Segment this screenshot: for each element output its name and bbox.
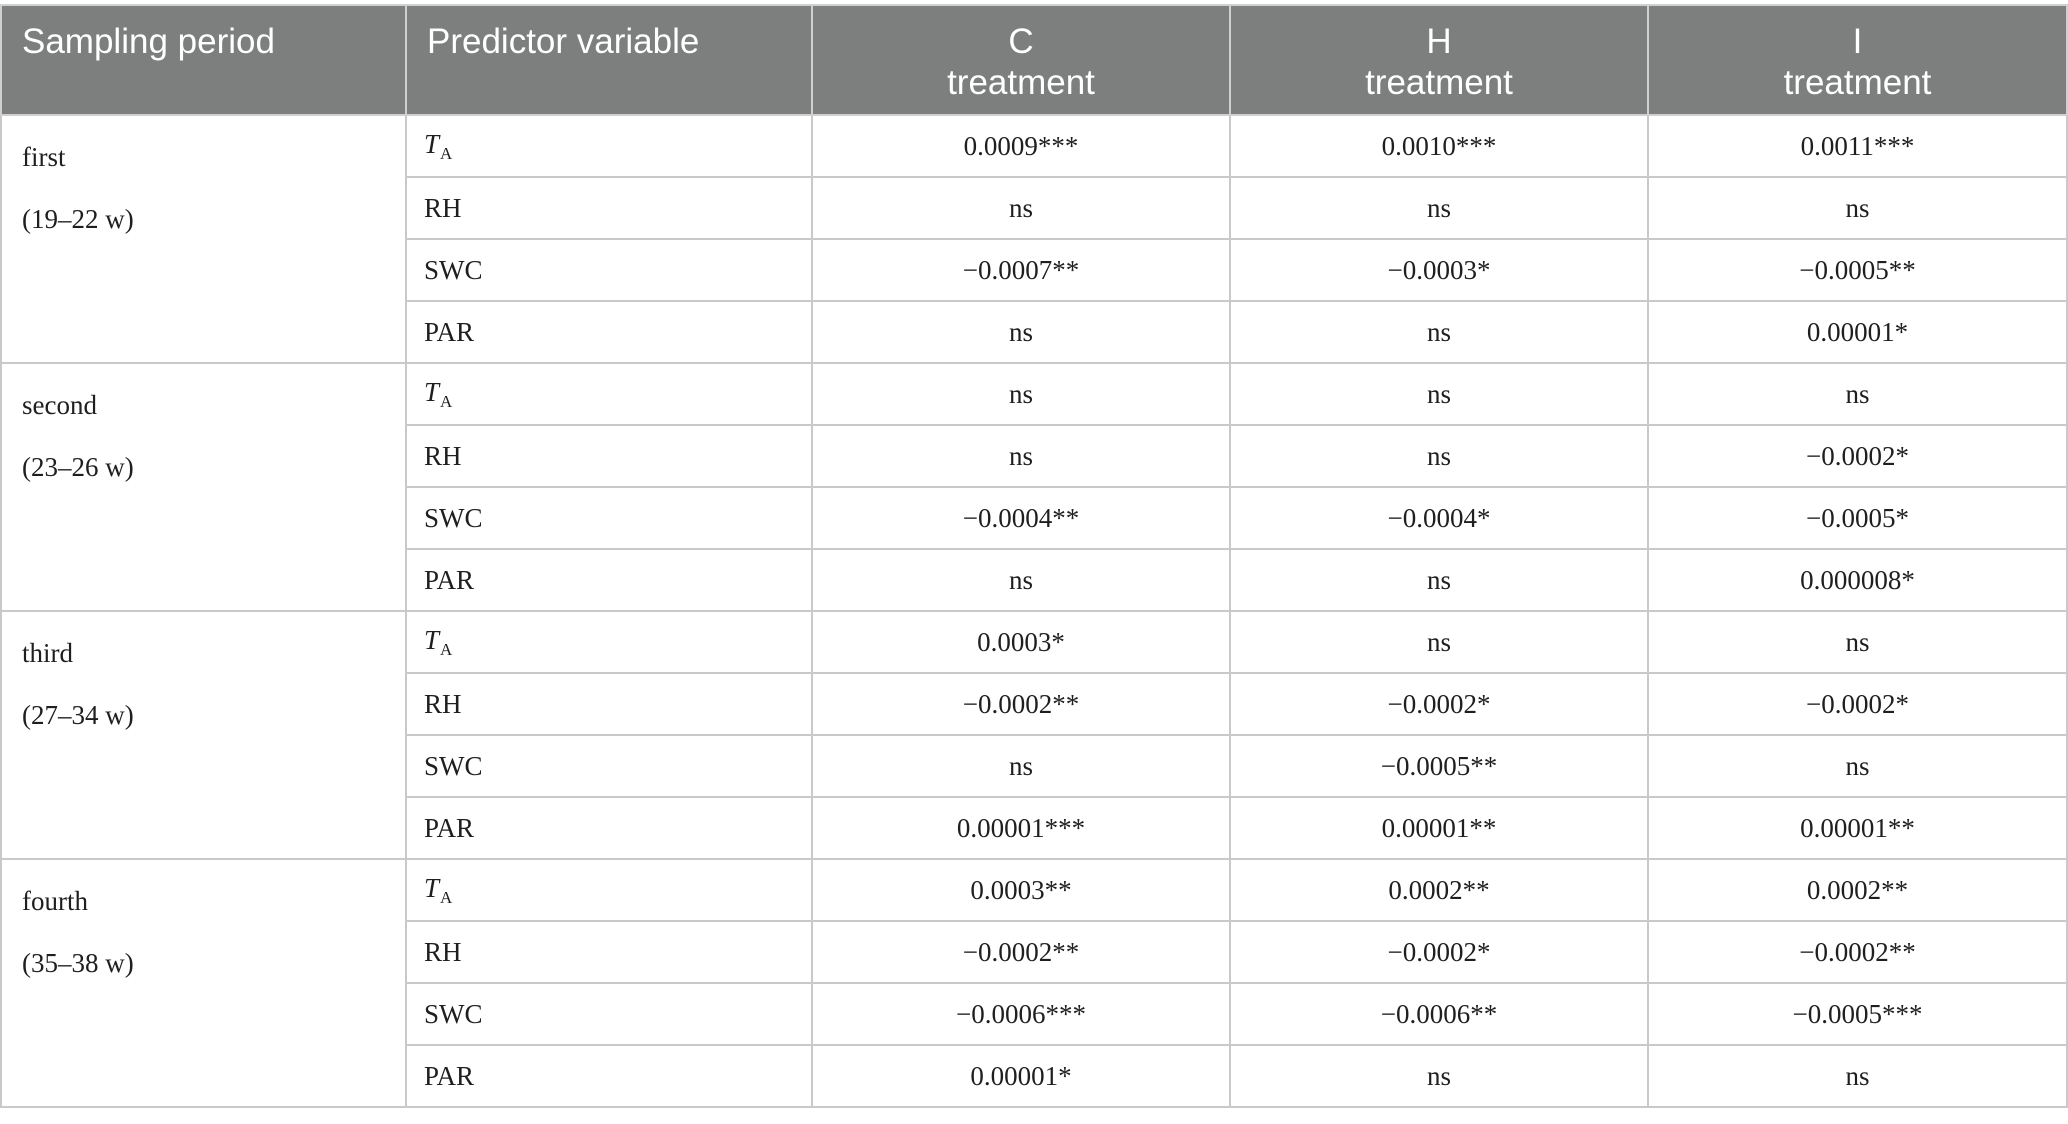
value-cell-h-treatment: ns — [1230, 611, 1648, 673]
value-cell-i-treatment: 0.00001* — [1648, 301, 2067, 363]
variable-symbol: T — [424, 128, 440, 159]
header-row — [1, 5, 2067, 115]
variable-name: PAR — [424, 564, 475, 595]
value-cell-c-treatment: 0.0003** — [812, 859, 1230, 921]
value-cell-i-treatment: 0.000008* — [1648, 549, 2067, 611]
variable-subscript: A — [440, 391, 453, 411]
variable-subscript: A — [440, 887, 453, 907]
period-name: first — [22, 142, 66, 172]
sampling-period-cell — [1, 363, 406, 611]
variable-name: SWC — [424, 254, 483, 285]
value-cell-c-treatment: ns — [812, 301, 1230, 363]
period-weeks: (23–26 w) — [22, 452, 134, 482]
predictor-variable-cell — [406, 673, 812, 735]
table-row — [1, 859, 2067, 921]
variable-name: RH — [424, 440, 462, 471]
predictor-variable-cell — [406, 797, 812, 859]
value-cell-c-treatment: ns — [812, 425, 1230, 487]
value-cell-i-treatment: −0.0005* — [1648, 487, 2067, 549]
value-cell-h-treatment: ns — [1230, 425, 1648, 487]
variable-symbol: T — [424, 872, 440, 903]
predictor-variable-cell — [406, 1045, 812, 1107]
variable-name: PAR — [424, 812, 475, 843]
value-cell-i-treatment: −0.0005*** — [1648, 983, 2067, 1045]
value-cell-c-treatment: ns — [812, 735, 1230, 797]
variable-name: RH — [424, 936, 462, 967]
header-h-treatment — [1230, 5, 1648, 115]
value-cell-i-treatment: 0.0002** — [1648, 859, 2067, 921]
value-cell-c-treatment: −0.0002** — [812, 673, 1230, 735]
predictor-variable-cell — [406, 115, 812, 177]
header-sampling-period: Sampling period — [1, 5, 406, 115]
variable-name: SWC — [424, 502, 483, 533]
value-cell-h-treatment: ns — [1230, 177, 1648, 239]
value-cell-i-treatment: ns — [1648, 1045, 2067, 1107]
value-cell-i-treatment: −0.0005** — [1648, 239, 2067, 301]
header-predictor-variable: Predictor variable — [406, 5, 812, 115]
value-cell-h-treatment: −0.0004* — [1230, 487, 1648, 549]
predictor-variable-cell — [406, 363, 812, 425]
sampling-period-cell — [1, 859, 406, 1107]
value-cell-i-treatment: −0.0002** — [1648, 921, 2067, 983]
header-i-word: treatment — [1783, 63, 1932, 102]
predictor-variable-cell — [406, 735, 812, 797]
period-weeks: (35–38 w) — [22, 948, 134, 978]
variable-name: SWC — [424, 998, 483, 1029]
predictor-variable-cell — [406, 921, 812, 983]
value-cell-i-treatment: ns — [1648, 363, 2067, 425]
header-c-letter: C — [1008, 22, 1034, 61]
value-cell-i-treatment: −0.0002* — [1648, 425, 2067, 487]
value-cell-h-treatment: 0.00001** — [1230, 797, 1648, 859]
sampling-period-cell — [1, 611, 406, 859]
predictor-variable-cell — [406, 177, 812, 239]
table-row — [1, 611, 2067, 673]
predictor-variable-cell — [406, 239, 812, 301]
value-cell-c-treatment: 0.0009*** — [812, 115, 1230, 177]
predictor-variable-cell — [406, 425, 812, 487]
sampling-period-cell — [1, 115, 406, 363]
variable-subscript: A — [440, 143, 453, 163]
value-cell-c-treatment: ns — [812, 549, 1230, 611]
header-i-letter: I — [1852, 22, 1863, 61]
table-header — [1, 5, 2067, 115]
predictor-variable-cell — [406, 611, 812, 673]
period-name: second — [22, 390, 97, 420]
period-weeks: (19–22 w) — [22, 204, 134, 234]
value-cell-i-treatment: −0.0002* — [1648, 673, 2067, 735]
period-name: fourth — [22, 886, 88, 916]
table-row — [1, 115, 2067, 177]
value-cell-h-treatment: ns — [1230, 549, 1648, 611]
variable-symbol: T — [424, 376, 440, 407]
variable-name: RH — [424, 688, 462, 719]
value-cell-h-treatment: −0.0002* — [1230, 673, 1648, 735]
value-cell-h-treatment: −0.0003* — [1230, 239, 1648, 301]
regression-results-table — [0, 4, 2068, 1108]
period-name: third — [22, 638, 73, 668]
variable-name: PAR — [424, 316, 475, 347]
variable-name: SWC — [424, 750, 483, 781]
header-c-treatment — [812, 5, 1230, 115]
header-h-word: treatment — [1365, 63, 1513, 102]
value-cell-i-treatment: ns — [1648, 611, 2067, 673]
value-cell-h-treatment: ns — [1230, 363, 1648, 425]
value-cell-c-treatment: 0.00001* — [812, 1045, 1230, 1107]
value-cell-c-treatment: 0.0003* — [812, 611, 1230, 673]
header-i-treatment — [1648, 5, 2067, 115]
value-cell-h-treatment: −0.0005** — [1230, 735, 1648, 797]
value-cell-i-treatment: 0.00001** — [1648, 797, 2067, 859]
value-cell-h-treatment: −0.0002* — [1230, 921, 1648, 983]
value-cell-c-treatment: ns — [812, 177, 1230, 239]
value-cell-i-treatment: ns — [1648, 177, 2067, 239]
value-cell-c-treatment: −0.0007** — [812, 239, 1230, 301]
value-cell-c-treatment: −0.0004** — [812, 487, 1230, 549]
value-cell-h-treatment: ns — [1230, 301, 1648, 363]
header-h-letter: H — [1426, 22, 1452, 61]
value-cell-i-treatment: 0.0011*** — [1648, 115, 2067, 177]
value-cell-c-treatment: −0.0002** — [812, 921, 1230, 983]
predictor-variable-cell — [406, 859, 812, 921]
period-weeks: (27–34 w) — [22, 700, 134, 730]
predictor-variable-cell — [406, 983, 812, 1045]
value-cell-c-treatment: ns — [812, 363, 1230, 425]
value-cell-c-treatment: −0.0006*** — [812, 983, 1230, 1045]
value-cell-h-treatment: −0.0006** — [1230, 983, 1648, 1045]
predictor-variable-cell — [406, 487, 812, 549]
value-cell-i-treatment: ns — [1648, 735, 2067, 797]
variable-name: RH — [424, 192, 462, 223]
header-c-word: treatment — [947, 63, 1095, 102]
table-row — [1, 363, 2067, 425]
variable-name: PAR — [424, 1060, 475, 1091]
value-cell-h-treatment: ns — [1230, 1045, 1648, 1107]
variable-subscript: A — [440, 639, 453, 659]
predictor-variable-cell — [406, 549, 812, 611]
value-cell-h-treatment: 0.0002** — [1230, 859, 1648, 921]
value-cell-h-treatment: 0.0010*** — [1230, 115, 1648, 177]
table-body — [1, 115, 2067, 1107]
variable-symbol: T — [424, 624, 440, 655]
value-cell-c-treatment: 0.00001*** — [812, 797, 1230, 859]
predictor-variable-cell — [406, 301, 812, 363]
